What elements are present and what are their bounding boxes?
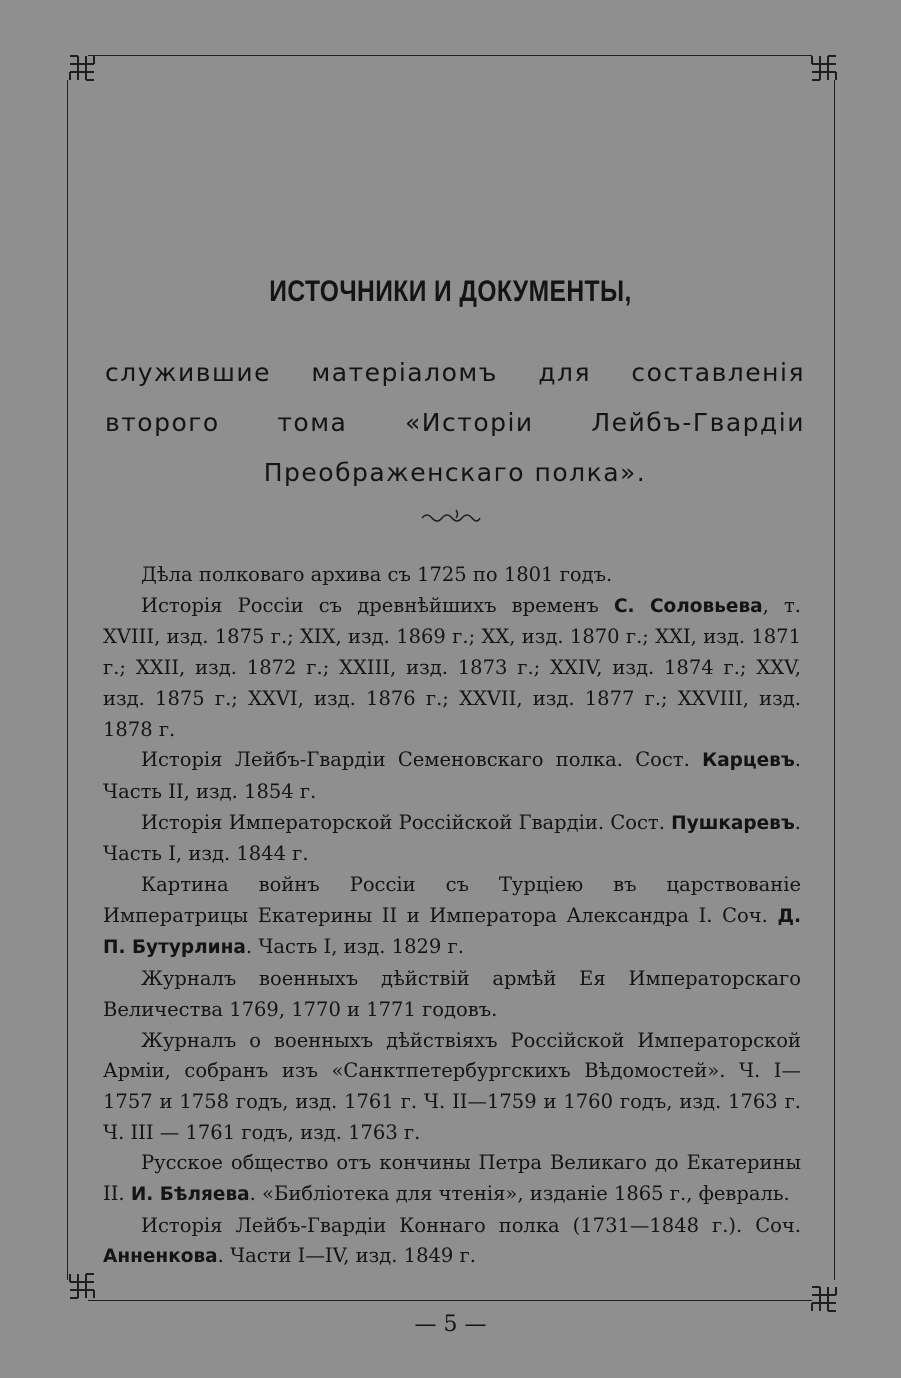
source-entry (103, 964, 801, 1025)
frame-bottom-rule (88, 1300, 812, 1301)
entry-text: . «Библіотека для чтенія», изданіе 1865 г., февраль. (249, 1182, 790, 1206)
entry-text: Русское общество отъ кончины Петра Великаго до Екатерины II. (103, 1151, 801, 1206)
corner-ornament-bottom-left-icon (66, 1270, 98, 1302)
corner-ornament-top-left-icon (66, 52, 98, 84)
frame-left-rule (67, 80, 68, 1280)
entry-author: Анненкова (103, 1246, 218, 1268)
source-entry (103, 1211, 801, 1273)
entry-text: , т. XVIII, изд. 1875 г.; XIX, изд. 1869 г.; XX, изд. 1870 г.; XXI, изд. 1871 г.; XXII, изд. 1872 г.; XXIII, изд. 1873 г.; XXIV, изд. 1874 г.; XXV, изд. 1875 г.; XXVI, изд. 1876 г.; XXVII, изд. 1877 г.; XXVIII, изд. 1878 г. (103, 593, 801, 741)
source-entry (103, 1148, 801, 1210)
source-list (103, 560, 801, 1273)
frame-right-rule (834, 80, 835, 1280)
corner-ornament-top-right-icon (808, 52, 840, 84)
entry-text: Журналъ военныхъ дѣйствій армѣй Ея Императорскаго Величества 1769, 1770 и 1771 годовъ. (103, 967, 801, 1021)
source-entry (103, 808, 801, 870)
source-entry (103, 560, 801, 591)
entry-text: . Часть II, изд. 1854 г. (103, 748, 801, 803)
divider-ornament-icon (420, 506, 482, 526)
entry-author: С. Соловьева (613, 595, 763, 617)
corner-ornament-bottom-right-icon (808, 1283, 840, 1315)
entry-text: . Часть I, изд. 1829 г. (245, 935, 464, 959)
entry-text: Дѣла полковаго архива съ 1725 по 1801 годъ. (141, 563, 613, 586)
source-entry (103, 591, 801, 746)
entry-text: . Часть I, изд. 1844 г. (103, 810, 801, 866)
entry-text: Исторія Лейбъ-Гвардіи Семеновскаго полка. Сост. (141, 748, 703, 772)
entry-text: . Части I—IV, изд. 1849 г. (217, 1244, 476, 1268)
entry-text: Исторія Лейбъ-Гвардіи Коннаго полка (1731—1848 г.). Соч. (141, 1213, 801, 1237)
source-entry (103, 870, 801, 964)
page-title: ИСТОЧНИКИ И ДОКУМЕНТЫ, (269, 275, 632, 308)
page-number: — 5 — (414, 1312, 487, 1337)
frame-top-rule (88, 55, 812, 56)
entry-text: Исторія Императорской Россійской Гвардіи. Сост. (141, 810, 672, 834)
entry-author: Д. П. Бутурлина (103, 905, 801, 959)
entry-author: И. Бѣляева (130, 1184, 250, 1206)
source-entry (103, 745, 801, 807)
entry-text: Журналъ о военныхъ дѣйствіяхъ Россійской Императорской Арміи, собранъ изъ «Санктпетербургскихъ Вѣдомостей». Ч. I—1757 и 1758 годъ, изд. 1761 г. Ч. II—1759 и 1760 годъ, изд. 1763 г. Ч. III — 1761 годъ, изд. 1763 г. (103, 1028, 801, 1144)
source-entry (103, 1026, 801, 1149)
entry-text: Картина войнъ Россіи съ Турціею въ царствованіе Императрицы Екатерины II и Императора Александра I. Соч. (103, 873, 801, 927)
entry-author: Карцевъ (702, 750, 795, 772)
entry-text: Исторія Россіи съ древнѣйшихъ временъ (141, 593, 614, 617)
page-subtitle: служившие матеріаломъ для составленія второго тома «Исторіи Лейбъ-Гвардіи Преображенскаго полка». (105, 358, 805, 487)
entry-author: Пушкаревъ (671, 812, 795, 834)
